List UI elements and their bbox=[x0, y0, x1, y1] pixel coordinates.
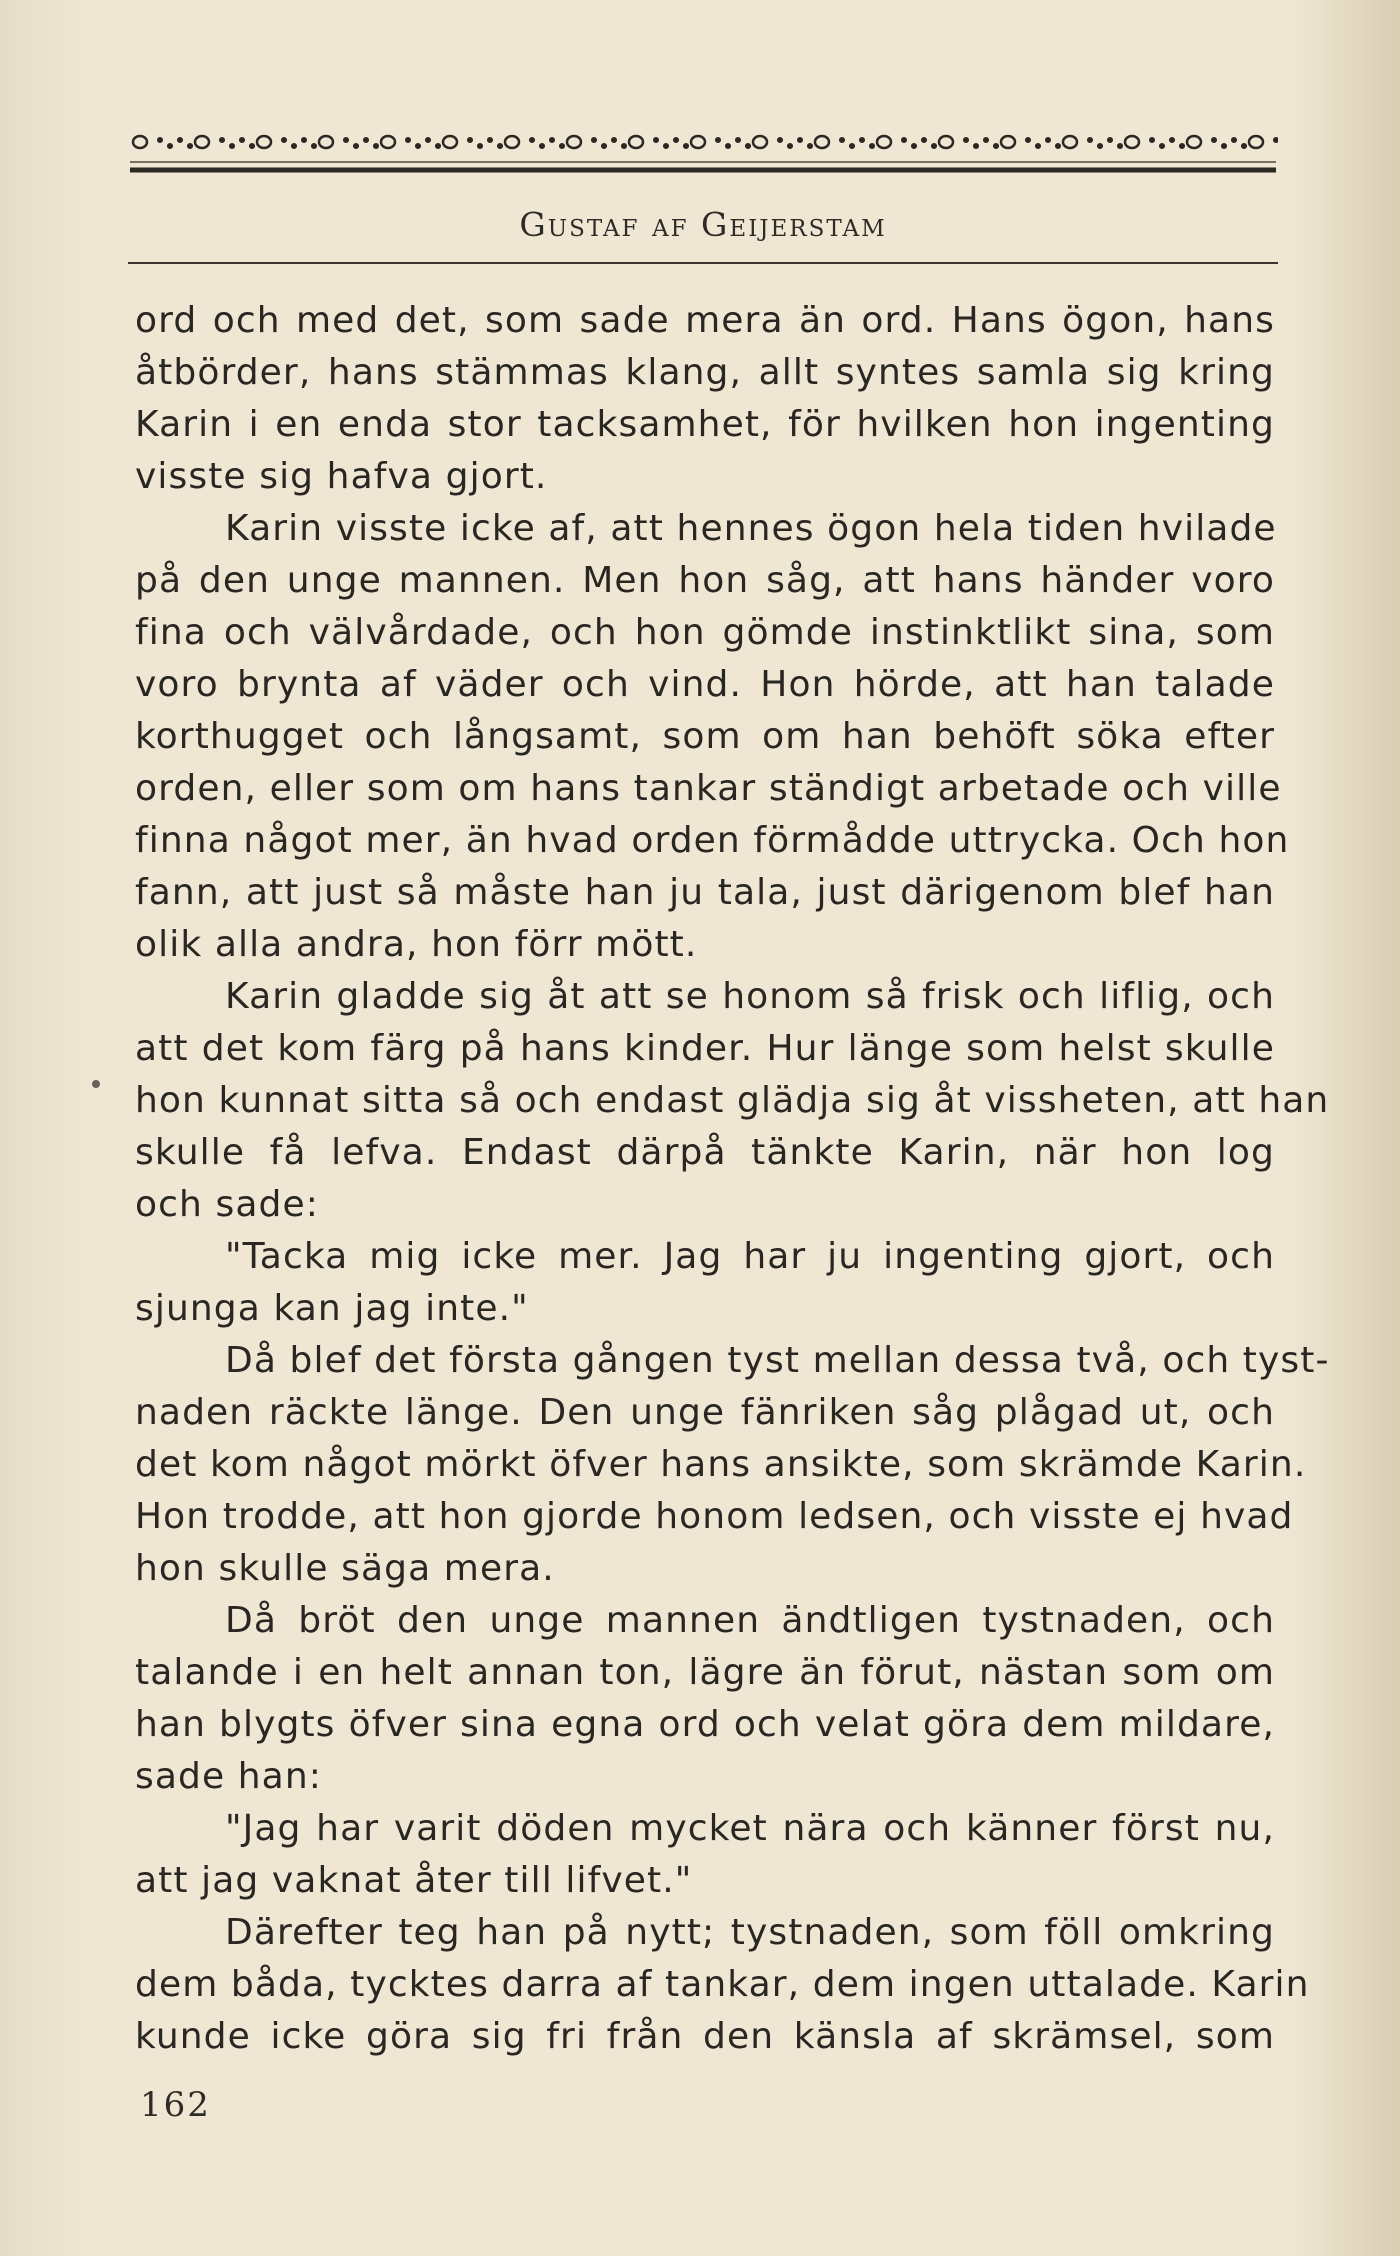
text-line: på den unge mannen. Men hon såg, att hans händer voro bbox=[135, 560, 1275, 601]
text-line: ord och med det, som sade mera än ord. Hans ögon, hans bbox=[135, 300, 1275, 341]
text-line: att jag vaknat åter till lifvet." bbox=[135, 1860, 693, 1901]
text-line: Karin i en enda stor tacksamhet, för hvilken hon ingenting bbox=[135, 404, 1275, 445]
text-line: finna något mer, än hvad orden förmådde uttrycka. Och hon bbox=[135, 820, 1290, 861]
text-line: hon kunnat sitta så och endast glädja sig åt vissheten, att han bbox=[135, 1080, 1330, 1121]
text-line: han blygts öfver sina egna ord och velat göra dem mildare, bbox=[135, 1704, 1275, 1745]
text-line: hon skulle säga mera. bbox=[135, 1548, 555, 1589]
text-line: och sade: bbox=[135, 1184, 319, 1225]
text-line: "Tacka mig icke mer. Jag har ju ingenting gjort, och bbox=[225, 1236, 1275, 1277]
text-line: Då bröt den unge mannen ändtligen tystnaden, och bbox=[225, 1600, 1275, 1641]
header-rule bbox=[128, 262, 1278, 264]
text-line: dem båda, tycktes darra af tankar, dem ingen uttalade. Karin bbox=[135, 1964, 1310, 2005]
text-line: voro brynta af väder och vind. Hon hörde, att han talade bbox=[135, 664, 1275, 705]
text-line: fina och välvårdade, och hon gömde instinktlikt sina, som bbox=[135, 612, 1275, 653]
text-line: "Jag har varit döden mycket nära och känner först nu, bbox=[225, 1808, 1275, 1849]
decorative-border-ornament bbox=[128, 120, 1278, 180]
margin-mark bbox=[92, 1080, 100, 1088]
running-header bbox=[128, 205, 1278, 244]
text-line: det kom något mörkt öfver hans ansikte, som skrämde Karin. bbox=[135, 1444, 1307, 1485]
text-line: fann, att just så måste han ju tala, just därigenom blef han bbox=[135, 872, 1275, 913]
text-line: sjunga kan jag inte." bbox=[135, 1288, 529, 1329]
text-line: Då blef det första gången tyst mellan dessa två, och tyst- bbox=[225, 1340, 1330, 1381]
text-line: olik alla andra, hon förr mött. bbox=[135, 924, 698, 965]
text-line: åtbörder, hans stämmas klang, allt syntes samla sig kring bbox=[135, 352, 1275, 393]
text-line: Därefter teg han på nytt; tystnaden, som föll omkring bbox=[225, 1912, 1275, 1953]
text-line: Hon trodde, att hon gjorde honom ledsen, och visste ej hvad bbox=[135, 1496, 1294, 1537]
text-line: Karin gladde sig åt att se honom så frisk och liflig, och bbox=[225, 976, 1275, 1017]
text-line: orden, eller som om hans tankar ständigt arbetade och ville bbox=[135, 768, 1282, 809]
text-line: korthugget och långsamt, som om han behöft söka efter bbox=[135, 716, 1275, 757]
text-line: att det kom färg på hans kinder. Hur länge som helst skulle bbox=[135, 1028, 1275, 1069]
text-line: naden räckte länge. Den unge fänriken såg plågad ut, och bbox=[135, 1392, 1275, 1433]
text-line: skulle få lefva. Endast därpå tänkte Karin, när hon log bbox=[135, 1132, 1275, 1173]
body-text bbox=[135, 295, 1330, 2063]
text-line: talande i en helt annan ton, lägre än förut, nästan som om bbox=[135, 1652, 1275, 1693]
page-number: 162 bbox=[140, 2085, 211, 2125]
text-line: Karin visste icke af, att hennes ögon hela tiden hvilade bbox=[225, 508, 1277, 549]
text-line: kunde icke göra sig fri från den känsla af skrämsel, som bbox=[135, 2016, 1275, 2057]
text-line: visste sig hafva gjort. bbox=[135, 456, 548, 497]
text-line: sade han: bbox=[135, 1756, 322, 1797]
running-title: Gustaf af Geijerstam bbox=[519, 205, 887, 244]
